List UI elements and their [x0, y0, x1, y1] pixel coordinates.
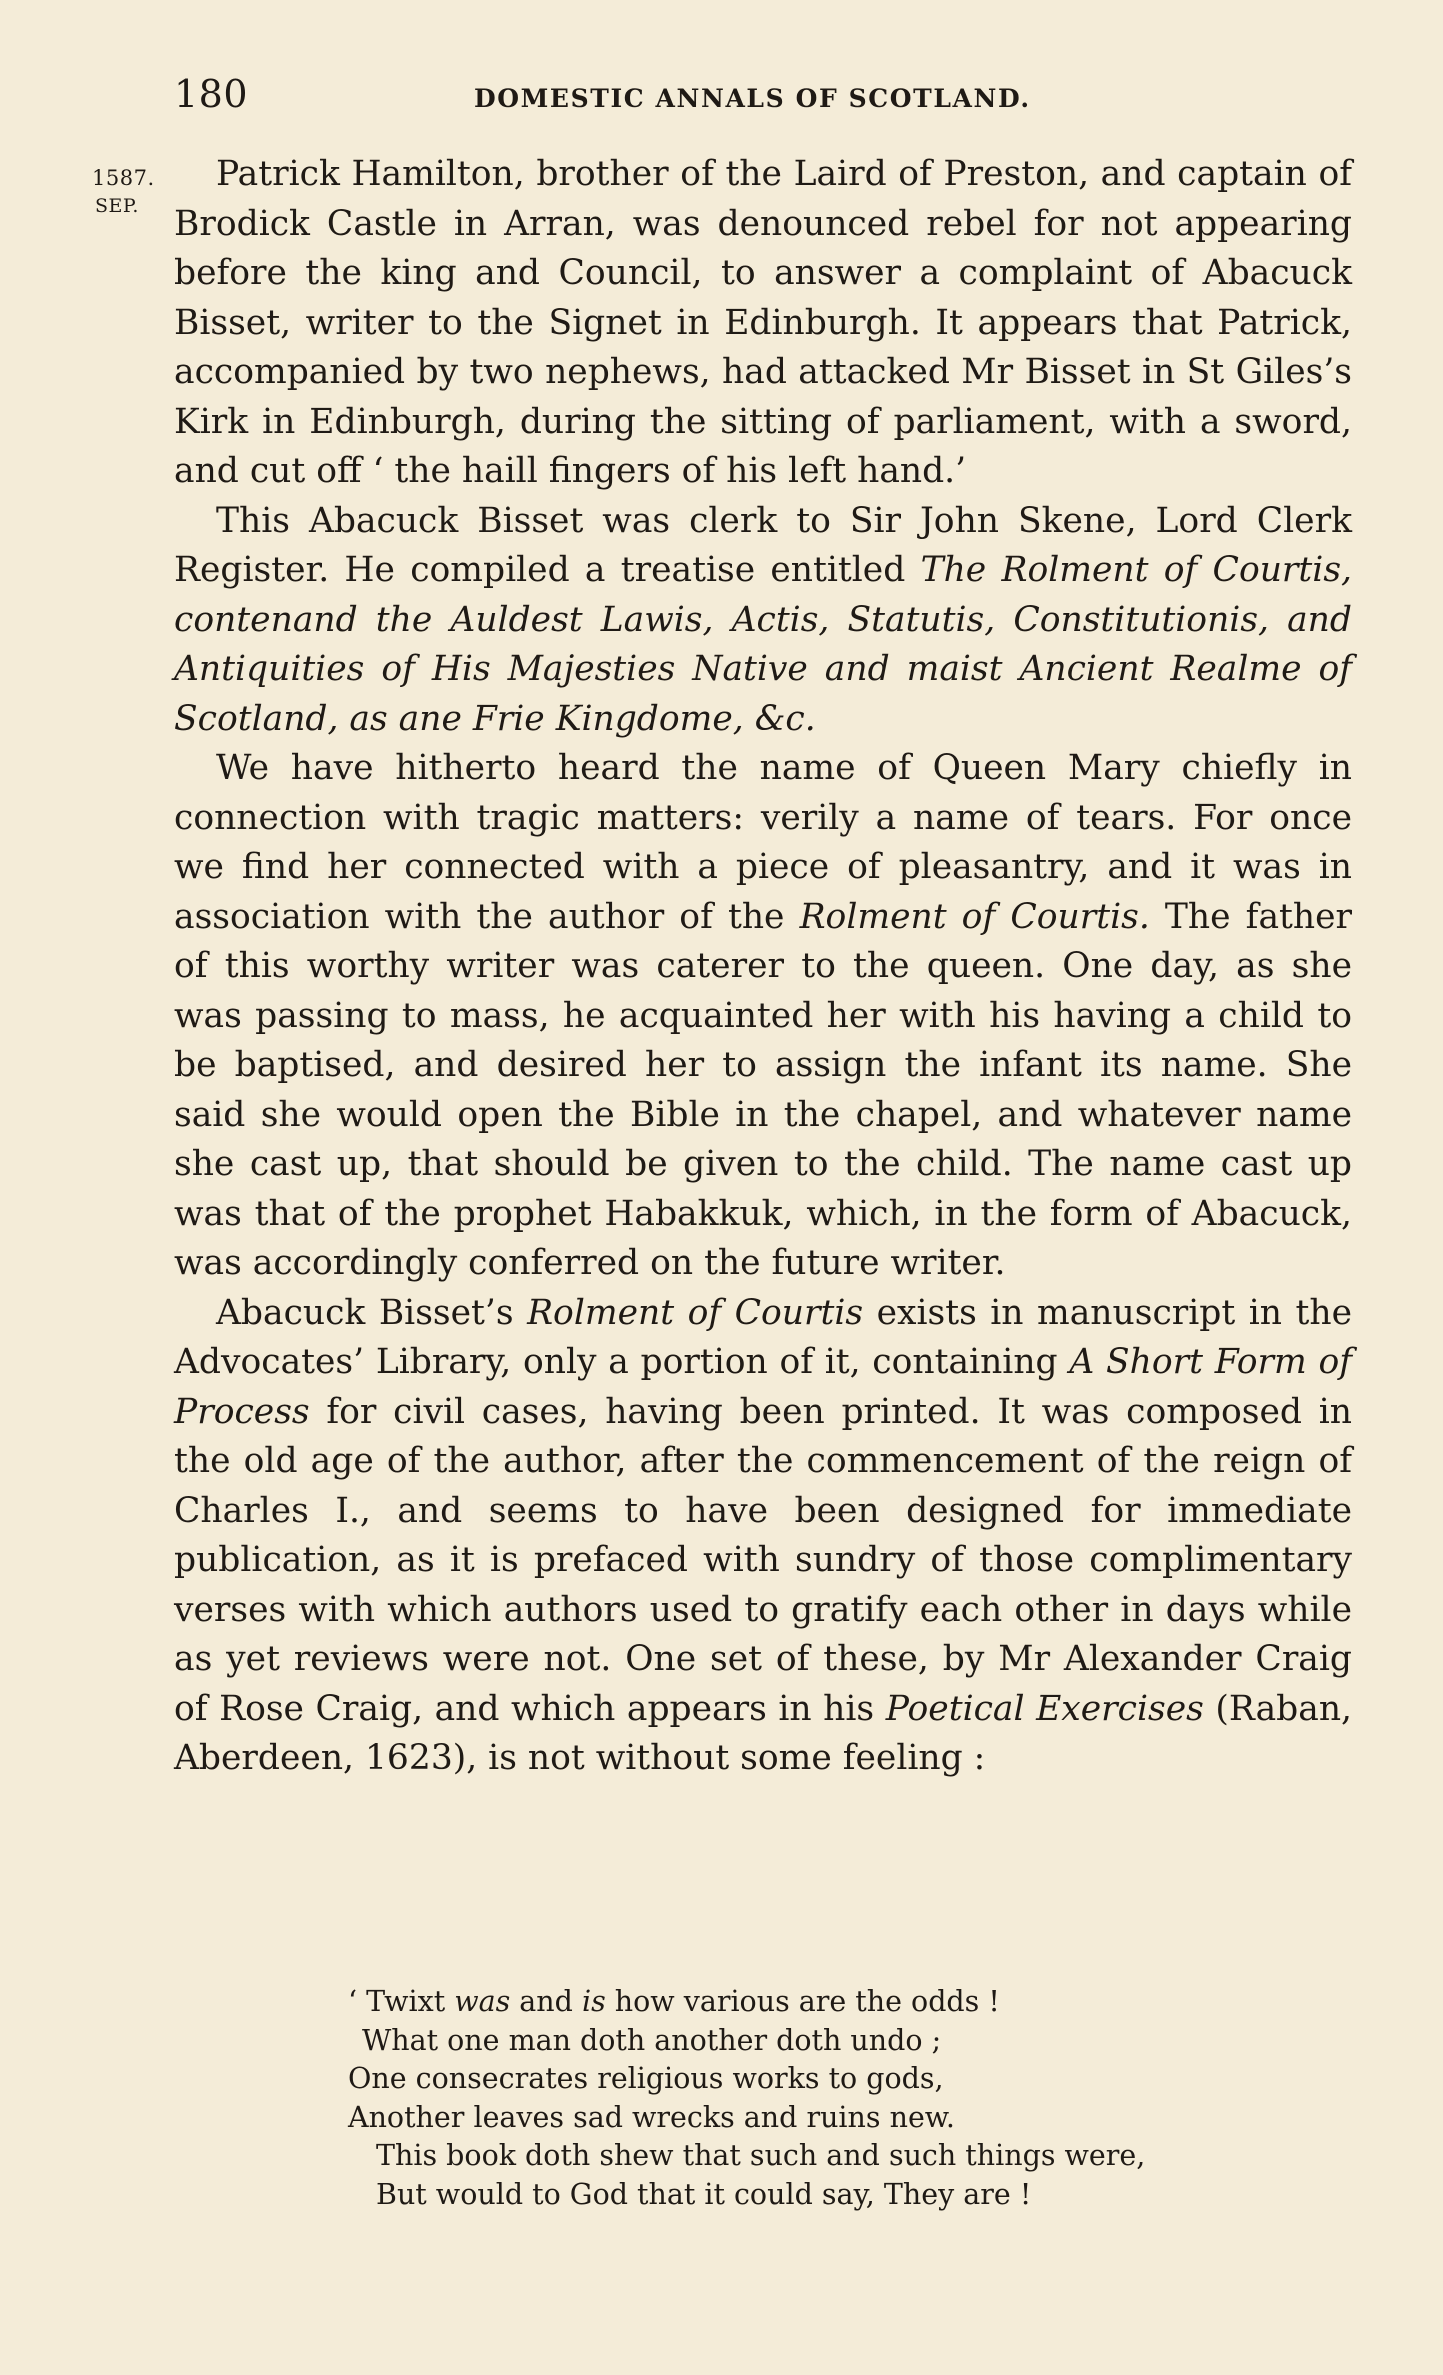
verse-line: [348, 2137, 1308, 2176]
verse-italic-text: is: [581, 1985, 606, 2018]
body-paragraph: [174, 497, 1352, 745]
verse-text: and: [510, 1985, 582, 2018]
paragraph-text: Patrick Hamilton, brother of the Laird of Preston, and captain of Brodick Castle in Arran, was denounced rebel for not appearing before the king and Council, to answer a complaint of Abacuck Bisset, writer to the Signet in Edinburgh. It appears that Patrick, accompanied by two nephews, had attacked Mr Bisset in St Giles’s Kirk in Edinburgh, during the sitting of parliament, with a sword, and cut off ‘ the haill fingers of his left hand.’: [174, 154, 1352, 491]
body-paragraph: [174, 1289, 1352, 1784]
italic-title-text: Rolment of Courtis: [527, 1292, 864, 1333]
paragraph-text: (Raban, Aberdeen, 1623), is not without some feeling :: [174, 1688, 1352, 1778]
paragraph-text: exists in manuscript in the Advocates’ Library, only a portion of it, containing: [174, 1292, 1352, 1382]
verse-line: [348, 2022, 1308, 2061]
verse-italic-text: was: [454, 1985, 511, 2018]
italic-title-text: Rolment of Courtis.: [799, 896, 1150, 937]
paragraph-text: The father of this worthy writer was caterer to the queen. One day, as she was passing to mass, he acquainted her with his having a child to be baptised, and desired her to assign the infant its name. She said she would open the Bible in the chapel, and whatever name she cast up, that should be given to the child. The name cast up was that of the prophet Habakkuk, which, in the form of Abacuck, was accordingly conferred on the future writer.: [174, 896, 1353, 1283]
page-number: 180: [174, 72, 249, 116]
paragraph-text: Abacuck Bisset’s: [216, 1292, 528, 1333]
italic-title-text: Poetical Exercises: [885, 1688, 1204, 1729]
paragraph-text: for civil cases, having been printed. It was composed in the old age of the author, after the commencement of the reign of Charles I., and seems to have been designed for immediate publication, as it is prefaced with sundry of those complimentary verses with which authors used to gratify each other in days while as yet reviews were not. One set of these, by Mr Alexander Craig of Rose Craig, and which appears in his: [174, 1391, 1352, 1729]
paragraph-text: We have hitherto heard the name of Queen Mary chiefly in connection with tragic matters: verily a name of tears. For once we find her connected with a piece of pleasantry, and it was in association with the author of the: [174, 748, 1352, 937]
verse-text: But would to God that it could say, They are !: [376, 2177, 1032, 2211]
verse-text: This book doth shew that such and such things were,: [376, 2139, 1146, 2172]
margin-year: 1587.: [92, 166, 155, 190]
paragraph-text: This Abacuck Bisset was clerk to Sir John Skene, Lord Clerk Register. He compiled a treatise entitled: [174, 500, 1352, 590]
verse-text: ‘ Twixt: [348, 1985, 455, 2018]
verse-text: how various are the odds !: [605, 1985, 1000, 2018]
body-paragraph: [174, 744, 1352, 1289]
verse-line: [348, 2176, 1308, 2215]
verse-line: [348, 2099, 1308, 2138]
italic-title-text: The Rolment of Courtis, contenand the Auldest Lawis, Actis, Statutis, Constitutionis, and Antiquities of His Majesties Native and maist Ancient Realme of Scotland, as ane Frie Kingdome, &c.: [174, 550, 1352, 739]
verse-text: One consecrates religious works to gods,: [348, 2062, 944, 2095]
margin-month: SEP.: [95, 195, 139, 217]
verse-text: What one man doth another doth undo ;: [362, 2023, 942, 2057]
running-head: [174, 72, 1352, 122]
verse-line: [348, 1983, 1308, 2022]
body-paragraph: [174, 150, 1352, 497]
verse-text: Another leaves sad wrecks and ruins new.: [348, 2100, 955, 2134]
italic-title-text: A Short Form of Process: [174, 1342, 1352, 1432]
verse-block: [348, 1983, 1308, 2214]
verse-line: [348, 2060, 1308, 2099]
main-text: [174, 150, 1352, 1784]
running-title: DOMESTIC ANNALS OF SCOTLAND.: [474, 84, 1031, 113]
